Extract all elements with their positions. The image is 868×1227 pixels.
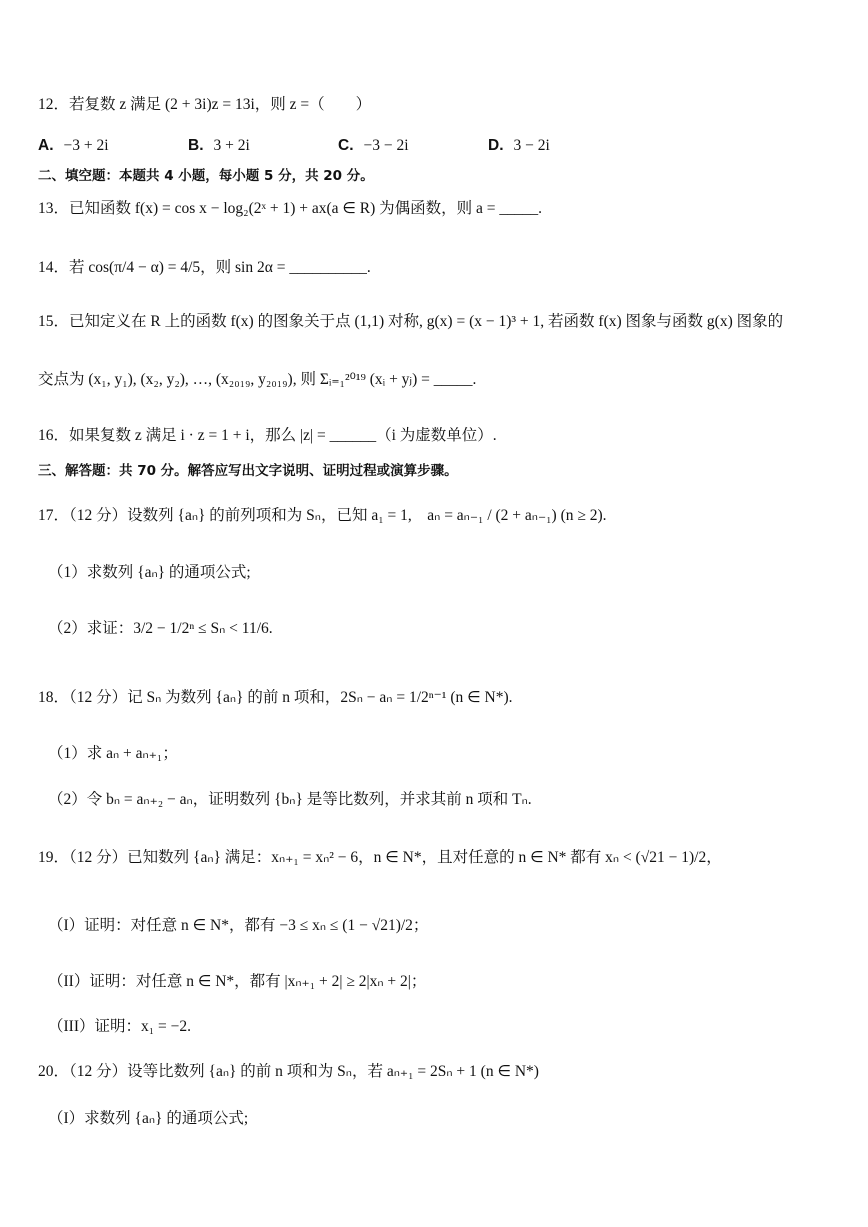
- question-20-stem: 20．（12 分）设等比数列 {aₙ} 的前 n 项和为 Sₙ，若 aₙ₊₁ = 2Sₙ + 1 (n ∈ N*): [38, 1063, 539, 1080]
- question-19-part1: （I）证明：对任意 n ∈ N*，都有 −3 ≤ xₙ ≤ (1 − √21)/2；: [48, 917, 429, 934]
- question-16: 16．如果复数 z 满足 i · z = 1 + i，那么 |z| = ______（i 为虚数单位）.: [38, 427, 497, 444]
- option-d: D. 3 − 2i: [488, 137, 550, 154]
- question-18-stem: 18．（12 分）记 Sₙ 为数列 {aₙ} 的前 n 项和，2Sₙ − aₙ = 1/2ⁿ⁻¹ (n ∈ N*).: [38, 689, 513, 706]
- question-18-part2: （2）令 bₙ = aₙ₊₂ − aₙ，证明数列 {bₙ} 是等比数列，并求其前 n 项和 Tₙ.: [48, 791, 532, 808]
- option-b: B. 3 + 2i: [188, 137, 250, 154]
- question-18-part1: （1）求 aₙ + aₙ₊₁；: [48, 745, 178, 762]
- question-17-stem: 17．（12 分）设数列 {aₙ} 的前列项和为 Sₙ，已知 a₁ = 1, aₙ = aₙ₋₁ / (2 + aₙ₋₁) (n ≥ 2).: [38, 507, 607, 524]
- question-13: 13．已知函数 f(x) = cos x − log₂(2ˣ + 1) + ax(a ∈ R) 为偶函数，则 a = _____.: [38, 200, 543, 217]
- question-12-stem: 12．若复数 z 满足 (2 + 3i)z = 13i，则 z =（ ）: [38, 96, 372, 113]
- section-fill-in-heading: 二、填空题：本题共 4 小题，每小题 5 分，共 20 分。: [38, 168, 374, 184]
- question-14: 14．若 cos(π/4 − α) = 4/5，则 sin 2α = __________.: [38, 259, 371, 276]
- option-c: C. −3 − 2i: [338, 137, 409, 154]
- option-a: A. −3 + 2i: [38, 137, 109, 154]
- question-19-part2: （II）证明：对任意 n ∈ N*，都有 |xₙ₊₁ + 2| ≥ 2|xₙ + 2|；: [48, 973, 427, 990]
- question-17-part1: （1）求数列 {aₙ} 的通项公式;: [48, 564, 251, 581]
- section-solutions-heading: 三、解答题：共 70 分。解答应写出文字说明、证明过程或演算步骤。: [38, 463, 458, 479]
- question-12-options: [38, 136, 838, 156]
- question-15-line1: 15．已知定义在 R 上的函数 f(x) 的图象关于点 (1,1) 对称, g(x) = (x − 1)³ + 1, 若函数 f(x) 图象与函数 g(x) 图象的: [38, 313, 784, 330]
- question-19-stem: 19．（12 分）已知数列 {aₙ} 满足：xₙ₊₁ = xₙ² − 6，n ∈ N*，且对任意的 n ∈ N* 都有 xₙ < (√21 − 1)/2，: [38, 849, 722, 866]
- question-17-part2: （2）求证：3/2 − 1/2ⁿ ≤ Sₙ < 11/6.: [48, 620, 273, 637]
- question-20-part1: （I）求数列 {aₙ} 的通项公式;: [48, 1110, 249, 1127]
- question-15-line2: 交点为 (x₁, y₁), (x₂, y₂), …, (x₂₀₁₉, y₂₀₁₉), 则 Σᵢ₌₁²⁰¹⁹ (xᵢ + yⱼ) = _____.: [38, 371, 477, 388]
- question-19-part3: （III）证明：x₁ = −2.: [48, 1018, 191, 1035]
